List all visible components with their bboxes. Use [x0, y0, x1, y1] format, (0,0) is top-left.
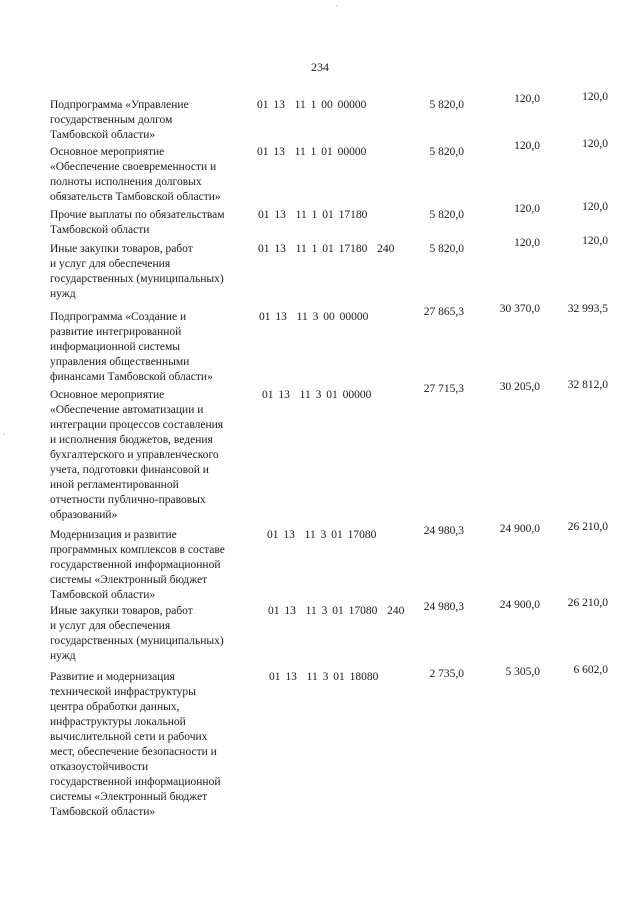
row-value-3: 26 210,0 — [567, 597, 608, 609]
row-value-1: 2 735,0 — [429, 668, 464, 680]
row-value-2: 24 900,0 — [499, 599, 540, 611]
row-value-1: 5 820,0 — [429, 209, 464, 221]
row-value-3: 32 993,5 — [567, 303, 608, 315]
row-name: Основное мероприятие «Обеспечение автоматизации и интеграции процессов составления и исполнения бюджетов, ведения бухгалтерского и управленческого учета, подготовки финансовой и иной регламентированной отчетности публично-правовых образований» — [50, 389, 224, 521]
row-value-1: 27 715,3 — [423, 383, 464, 395]
row-code: 01 13 11 3 01 17080 240 — [268, 605, 405, 617]
row-name: Модернизация и развитие программных комплексов в составе государственной информационной системы «Электронный бюджет Тамбовской области» — [50, 529, 225, 601]
row-value-1: 5 820,0 — [429, 146, 464, 158]
row-value-2: 5 305,0 — [505, 666, 540, 678]
row-value-2: 120,0 — [514, 93, 540, 105]
row-name: Иные закупки товаров, работ и услуг для обеспечения государственных (муниципальных) нужд — [50, 605, 224, 662]
row-code: 01 13 11 1 00 00000 — [257, 99, 367, 111]
row-name: Иные закупки товаров, работ и услуг для обеспечения государственных (муниципальных) нужд — [50, 243, 224, 300]
row-name: Развитие и модернизация технической инфраструктуры центра обработки данных, инфраструктуры локальной вычислительной сети и рабочих мест, обеспечение безопасности и отказоустойчивости государственной информационной системы «Электронный бюджет Тамбовской области» — [50, 671, 221, 818]
row-code: 01 13 11 1 01 00000 — [257, 146, 367, 158]
page-number: 234 — [311, 60, 329, 74]
row-value-1: 24 980,3 — [423, 525, 464, 537]
scan-speck: · — [3, 430, 6, 439]
row-value-1: 5 820,0 — [429, 99, 464, 111]
row-value-2: 120,0 — [514, 140, 540, 152]
row-value-2: 120,0 — [514, 203, 540, 215]
row-value-1: 24 980,3 — [423, 601, 464, 613]
row-value-3: 120,0 — [582, 138, 608, 150]
row-code: 01 13 11 3 00 00000 — [259, 311, 369, 323]
row-value-3: 120,0 — [582, 91, 608, 103]
row-value-3: 120,0 — [582, 235, 608, 247]
row-value-2: 120,0 — [514, 237, 540, 249]
row-value-3: 6 602,0 — [573, 664, 608, 676]
row-value-2: 30 370,0 — [499, 303, 540, 315]
row-value-1: 5 820,0 — [429, 243, 464, 255]
scan-speck: · — [335, 2, 338, 11]
row-value-1: 27 865,3 — [423, 306, 464, 318]
row-code: 01 13 11 1 01 17180 240 — [258, 243, 395, 255]
row-name: Подпрограмма «Создание и развитие интегрированной информационной системы управления общественными финансами Тамбовской области» — [50, 311, 213, 383]
row-value-2: 24 900,0 — [499, 523, 540, 535]
row-value-3: 26 210,0 — [567, 521, 608, 533]
row-code: 01 13 11 1 01 17180 — [258, 209, 368, 221]
row-value-3: 120,0 — [582, 201, 608, 213]
row-value-3: 32 812,0 — [567, 379, 608, 391]
row-code: 01 13 11 3 01 18080 — [269, 671, 379, 683]
row-code: 01 13 11 3 01 00000 — [262, 389, 372, 401]
row-name: Прочие выплаты по обязательствам Тамбовской области — [50, 209, 225, 236]
row-code: 01 13 11 3 01 17080 — [267, 529, 377, 541]
row-name: Основное мероприятие «Обеспечение своевременности и полноты исполнения долговых обязательств Тамбовской области» — [50, 146, 221, 203]
row-name: Подпрограмма «Управление государственным долгом Тамбовской области» — [50, 99, 189, 141]
row-value-2: 30 205,0 — [499, 381, 540, 393]
